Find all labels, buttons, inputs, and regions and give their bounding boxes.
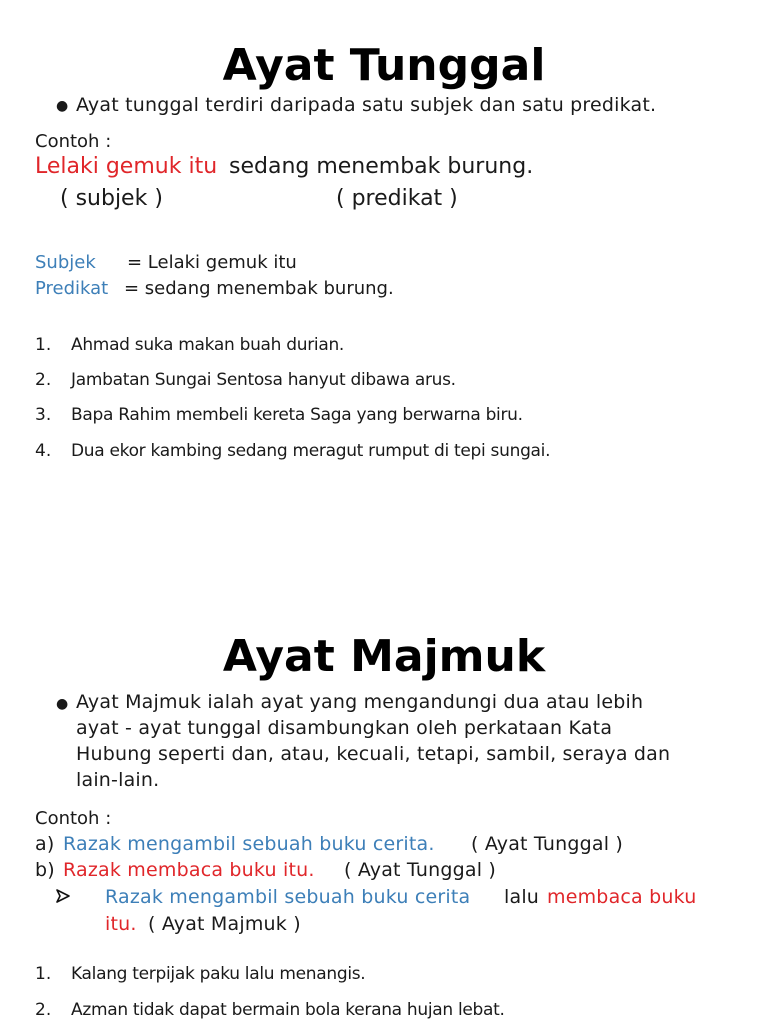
exercise-number: 1.: [35, 964, 52, 984]
example-label: Contoh :: [35, 131, 112, 152]
arrowhead-bullet-icon: [55, 887, 73, 905]
exercise-number: 1.: [35, 335, 52, 355]
exercise-item: Kalang terpijak paku lalu menangis.: [71, 964, 366, 984]
section2-definition-line: ayat - ayat tunggal disambungkan oleh perkataan Kata: [76, 717, 613, 739]
example-b-prefix: b): [35, 859, 55, 881]
exercise-number: 4.: [35, 441, 52, 461]
combined-part2: membaca buku: [547, 886, 697, 908]
example-b-sentence: Razak membaca buku itu.: [63, 859, 315, 881]
subject-value: = Lelaki gemuk itu: [127, 252, 297, 273]
exercise-item: Jambatan Sungai Sentosa hanyut dibawa arus.: [71, 370, 456, 390]
example-a-prefix: a): [35, 833, 55, 855]
section2-title: Ayat Majmuk: [222, 631, 546, 682]
bullet-icon: ●: [56, 98, 69, 114]
predicate-value: = sedang menembak burung.: [124, 278, 394, 299]
section2-definition-line: Hubung seperti dan, atau, kecuali, tetapi, sambil, seraya dan: [76, 743, 671, 765]
combined-conjunction: lalu: [504, 886, 540, 908]
example-b-tag: ( Ayat Tunggal ): [344, 859, 497, 881]
example-label: Contoh :: [35, 808, 112, 829]
example-predicate: sedang menembak burung.: [229, 154, 534, 179]
example-a-tag: ( Ayat Tunggal ): [471, 833, 624, 855]
exercise-item: Azman tidak dapat bermain bola kerana hujan lebat.: [71, 1000, 505, 1020]
exercise-number: 2.: [35, 370, 52, 390]
label-subject: ( subjek ): [60, 186, 163, 211]
exercise-number: 2.: [35, 1000, 52, 1020]
combined-part2-continued: itu.: [105, 913, 137, 935]
section2-definition-line: lain-lain.: [76, 769, 160, 791]
exercise-item: Bapa Rahim membeli kereta Saga yang berwarna biru.: [71, 405, 523, 425]
example-a-sentence: Razak mengambil sebuah buku cerita.: [63, 833, 435, 855]
combined-tag: ( Ayat Majmuk ): [148, 913, 301, 935]
section1-definition: Ayat tunggal terdiri daripada satu subjek dan satu predikat.: [76, 94, 657, 116]
predicate-term: Predikat: [35, 278, 109, 299]
example-subject: Lelaki gemuk itu: [35, 154, 218, 179]
label-predicate: ( predikat ): [336, 186, 458, 211]
subject-term: Subjek: [35, 252, 96, 273]
exercise-item: Ahmad suka makan buah durian.: [71, 335, 345, 355]
section1-title: Ayat Tunggal: [222, 40, 546, 91]
bullet-icon: ●: [56, 696, 69, 712]
exercise-item: Dua ekor kambing sedang meragut rumput di tepi sungai.: [71, 441, 551, 461]
section2-definition-line: Ayat Majmuk ialah ayat yang mengandungi dua atau lebih: [76, 691, 644, 713]
exercise-number: 3.: [35, 405, 52, 425]
combined-part1: Razak mengambil sebuah buku cerita: [105, 886, 471, 908]
